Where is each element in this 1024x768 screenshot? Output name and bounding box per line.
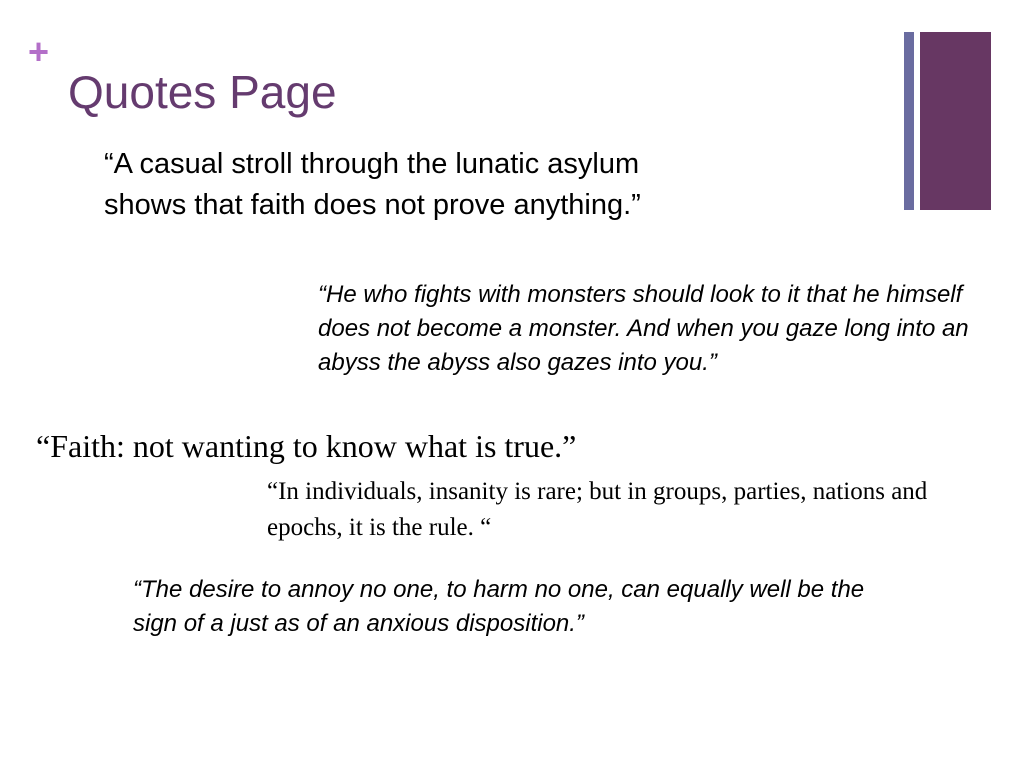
quote-desire-to-annoy: “The desire to annoy no one, to harm no one, can equally well be the sign of a just as of an anxious disposition.”: [133, 576, 865, 637]
accent-bar-thin: [904, 32, 914, 210]
quote-lunatic-asylum: “A casual stroll through the lunatic asylum shows that faith does not prove anything.”: [104, 148, 641, 221]
quote-faith-not-wanting: “Faith: not wanting to know what is true.”: [36, 428, 577, 464]
quote-insanity-groups: “In individuals, insanity is rare; but in groups, parties, nations and epochs, it is the rule. “: [267, 478, 928, 541]
page-title: Quotes Page: [68, 66, 337, 118]
plus-icon: +: [28, 31, 50, 72]
quote-monsters-abyss: “He who fights with monsters should look to it that he himself does not become a monster. And when you gaze long into an abyss the abyss also gazes into you.”: [318, 281, 969, 376]
accent-bar-thick: [920, 32, 991, 210]
